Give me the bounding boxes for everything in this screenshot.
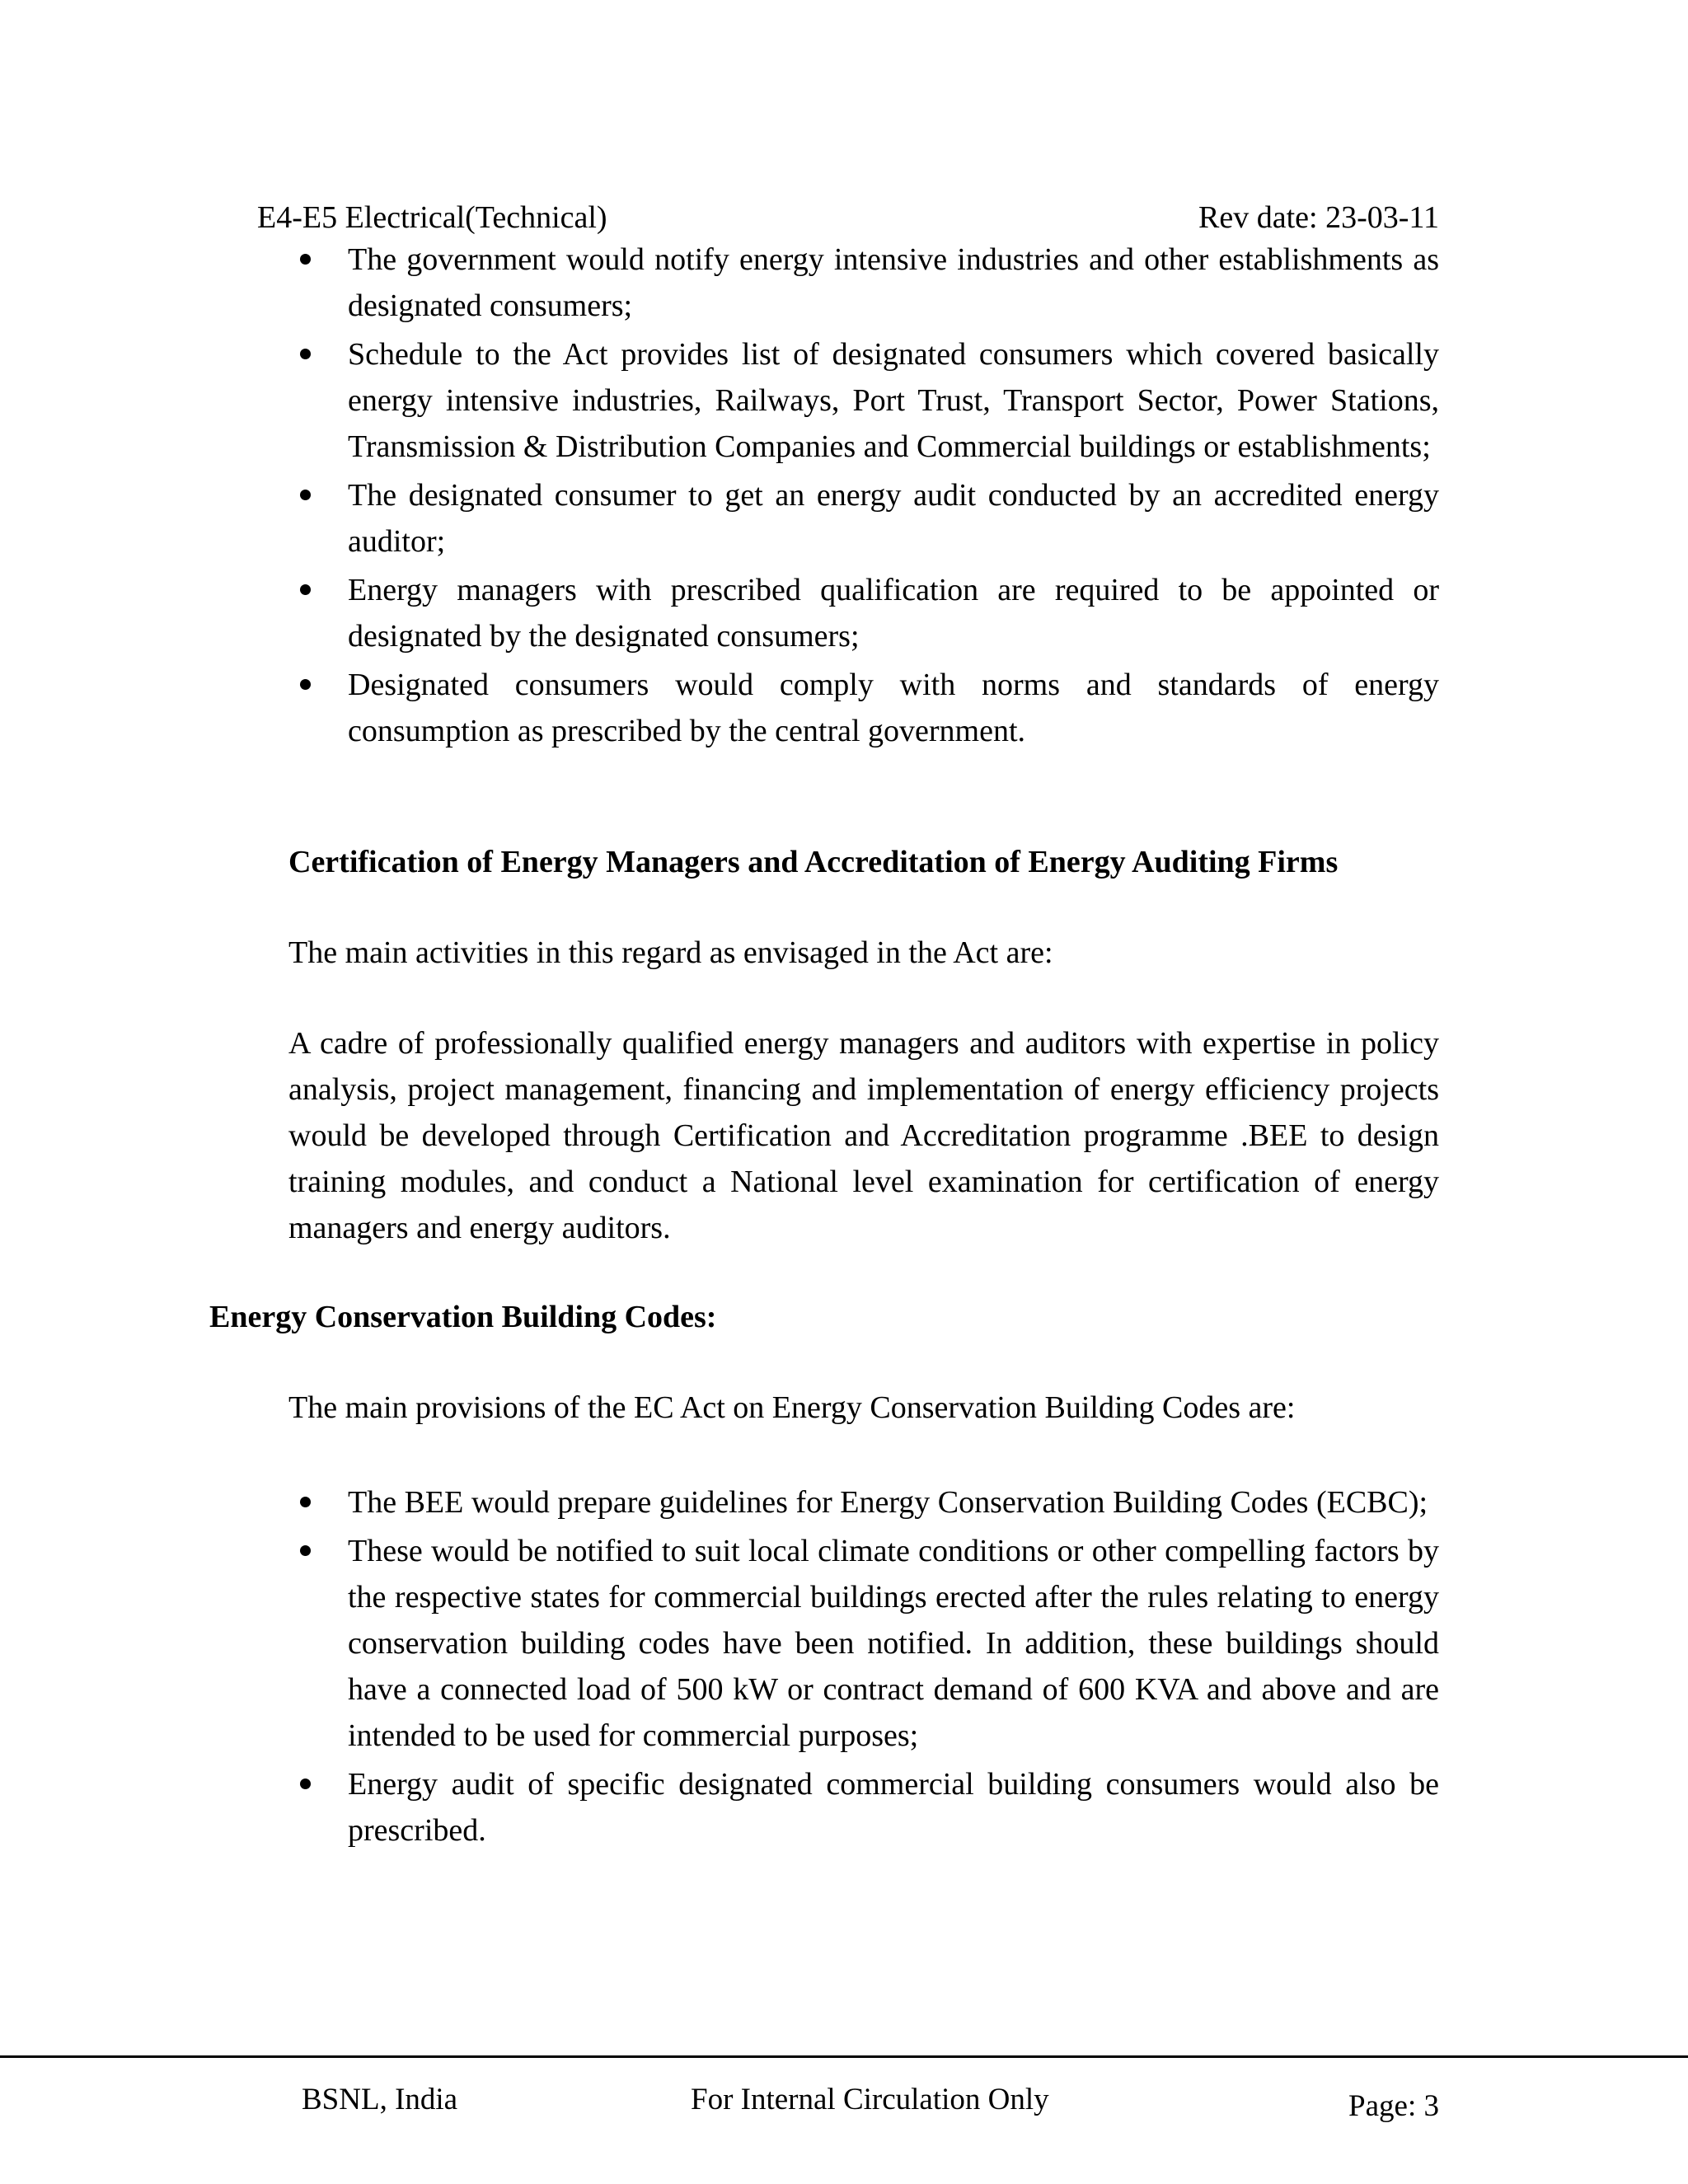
bullet-icon [300,1779,311,1789]
designated-consumers-list [290,237,1439,757]
bullet-icon [300,490,311,500]
list-item [290,1761,1439,1854]
footer-page-number: Page: 3 [1348,2089,1439,2123]
certification-heading: Certification of Energy Managers and Accreditation of Energy Auditing Firms [288,845,1339,879]
ecbc-list [290,1479,1439,1856]
bullet-icon [300,584,311,595]
footer-circulation-note: For Internal Circulation Only [691,2083,1049,2116]
bullet-icon [300,349,311,359]
footer-divider [0,2055,1688,2058]
ecbc-intro: The main provisions of the EC Act on Energy Conservation Building Codes are: [288,1390,1296,1425]
ecbc-heading: Energy Conservation Building Codes: [209,1300,717,1334]
list-item-text: Designated consumers would comply with norms and standards of energy consumption as prescribed by the central government. [348,668,1439,748]
list-item-text: Schedule to the Act provides list of designated consumers which covered basically energy intensive industries, Railways, Port Trust, Transport Sector, Power Stations, Transmission & Distribution Companies and Commercial buildings or establishments; [348,337,1439,464]
list-item-text: The designated consumer to get an energy audit conducted by an accredited energy auditor; [348,478,1439,559]
list-item [290,662,1439,754]
footer-organization: BSNL, India [302,2083,458,2116]
header-title: E4-E5 Electrical(Technical) [257,200,607,235]
list-item-text: Energy managers with prescribed qualification are required to be appointed or designated by the designated consumers; [348,573,1439,654]
list-item-text: The government would notify energy intensive industries and other establishments as designated consumers; [348,242,1439,323]
bullet-icon [300,1497,311,1507]
list-item [290,237,1439,329]
certification-intro: The main activities in this regard as envisaged in the Act are: [288,935,1053,970]
list-item-text: These would be notified to suit local climate conditions or other compelling factors by the respective states for commercial buildings erected after the rules relating to energy conservation building codes have been notified. In addition, these buildings should have a connected load of 500 kW or contract demand of 600 KVA and above and are intended to be used for commercial purposes; [348,1534,1439,1753]
header-rev-date: Rev date: 23-03-11 [1198,200,1439,235]
list-item [290,472,1439,565]
list-item [290,1479,1439,1526]
list-item [290,1528,1439,1759]
list-item-text: The BEE would prepare guidelines for Energy Conservation Building Codes (ECBC); [348,1485,1428,1520]
certification-body: A cadre of professionally qualified energy managers and auditors with expertise in policy analysis, project management, financing and implementation of energy efficiency projects would be developed through Certification and Accreditation programme .BEE to design training modules, and conduct a National level examination for certification of energy managers and energy auditors. [288,1026,1439,1245]
bullet-icon [300,254,311,265]
bullet-icon [300,1545,311,1556]
bullet-icon [300,679,311,690]
list-item [290,567,1439,659]
list-item [290,331,1439,470]
list-item-text: Energy audit of specific designated commercial building consumers would also be prescribed. [348,1767,1439,1848]
